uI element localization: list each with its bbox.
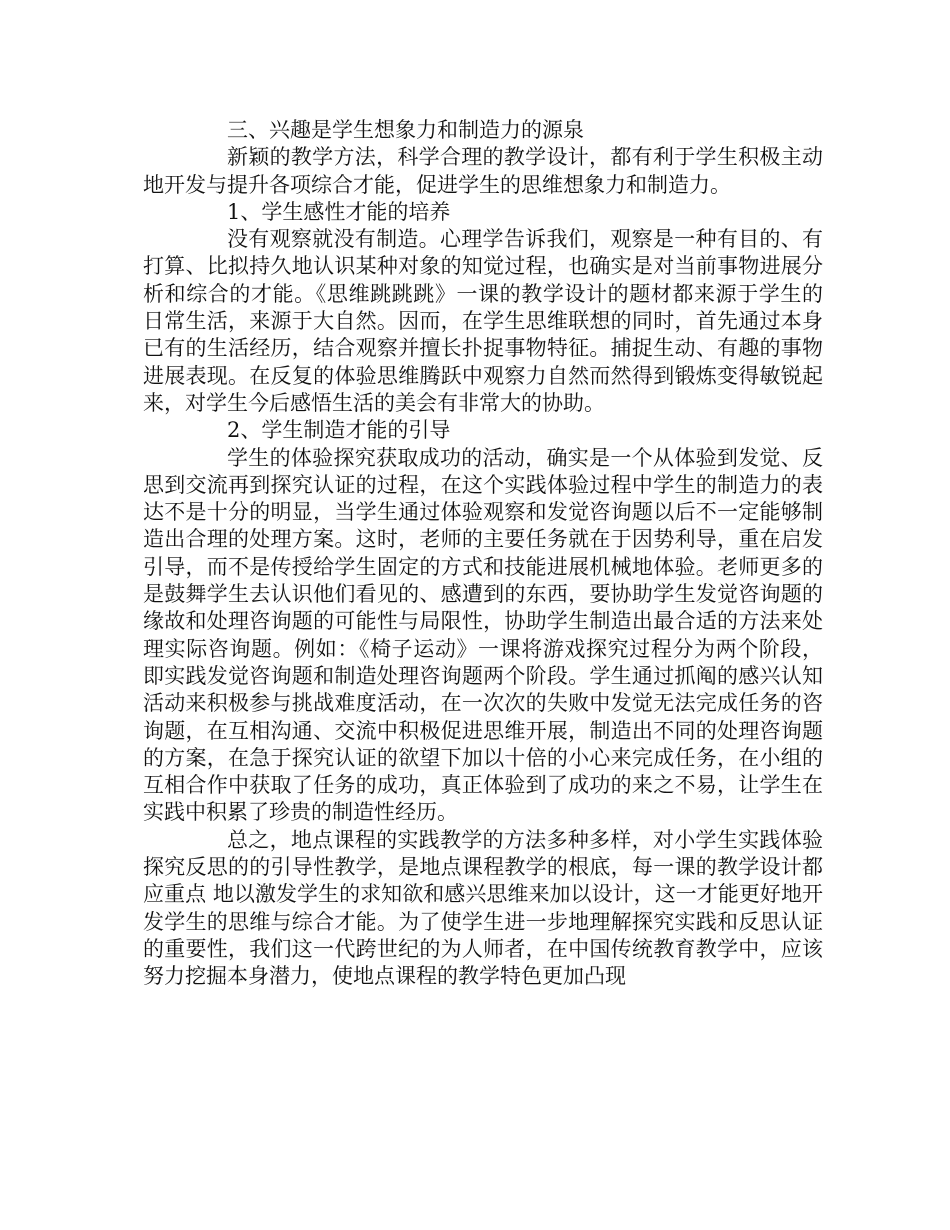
subsection-paragraph-2: 学生的体验探究获取成功的活动，确实是一个从体验到发觉、反思到交流再到探究认证的过程，在这个实践体验过程中学生的制造力的表达不是十分的明显，当学生通过体验观察和发觉咨询题以后不一定能够制造出合理的处理方案。这时，老师的主要任务就在于因势利导，重在启发引导，而不是传授给学生固定的方式和技能进展机械地体验。老师更多的是鼓舞学生去认识他们看见的、感遭到的东西，要协助学生发觉咨询题的缘故和处理咨询题的可能性与局限性，协助学生制造出最合适的方法来处理实际咨询题。例如：《椅子运动》一课将游戏探究过程分为两个阶段，即实践发觉咨询题和制造处理咨询题两个阶段。学生通过抓阄的感兴认知活动来积极参与挑战难度活动，在一次次的失败中发觉无法完成任务的咨询题，在互相沟通、交流中积极促进思维开展，制造出不同的处理咨询题的方案，在急于探究认证的欲望下加以十倍的小心来完成任务，在小组的互相合作中获取了任务的成功，真正体验到了成功的来之不易，让学生在实践中积累了珍贵的制造性经历。 — [143, 445, 823, 825]
document-body — [143, 117, 823, 991]
subsection-paragraph-1: 没有观察就没有制造。心理学告诉我们，观察是一种有目的、有打算、比拟持久地认识某种对象的知觉过程，也确实是对当前事物进展分析和综合的才能。《思维跳跳跳》一课的教学设计的题材都来源于学生的日常生活，来源于大自然。因而，在学生思维联想的同时，首先通过本身已有的生活经历，结合观察并擅长扑捉事物特征。捕捉生动、有趣的事物进展表现。在反复的体验思维腾跃中观察力自然而然得到锻炼变得敏锐起来，对学生今后感悟生活的美会有非常大的协助。 — [143, 227, 823, 415]
subsection-heading-2: 2、学生制造才能的引导 — [227, 418, 451, 443]
subsection-heading-1: 1、学生感性才能的培养 — [227, 199, 451, 224]
conclusion-paragraph: 总之，地点课程的实践教学的方法多种多样，对小学生实践体验探究反思的的引导性教学，是地点课程教学的根底，每一课的教学设计都应重点 地以激发学生的求知欲和感兴思维来加以设计，这一才能更好地开发学生的思维与综合才能。为了使学生进一步地理解探究实践和反思认证的重要性，我们这一代跨世纪的为人师者，在中国传统教育教学中，应该努力挖掘本身潜力，使地点课程的教学特色更加凸现 — [143, 827, 823, 989]
section-heading: 三、兴趣是学生想象力和制造力的源泉 — [227, 118, 584, 142]
intro-paragraph: 新颖的教学方法，科学合理的教学设计，都有利于学生积极主动地开发与提升各项综合才能，促进学生的思维想象力和制造力。 — [143, 145, 823, 197]
